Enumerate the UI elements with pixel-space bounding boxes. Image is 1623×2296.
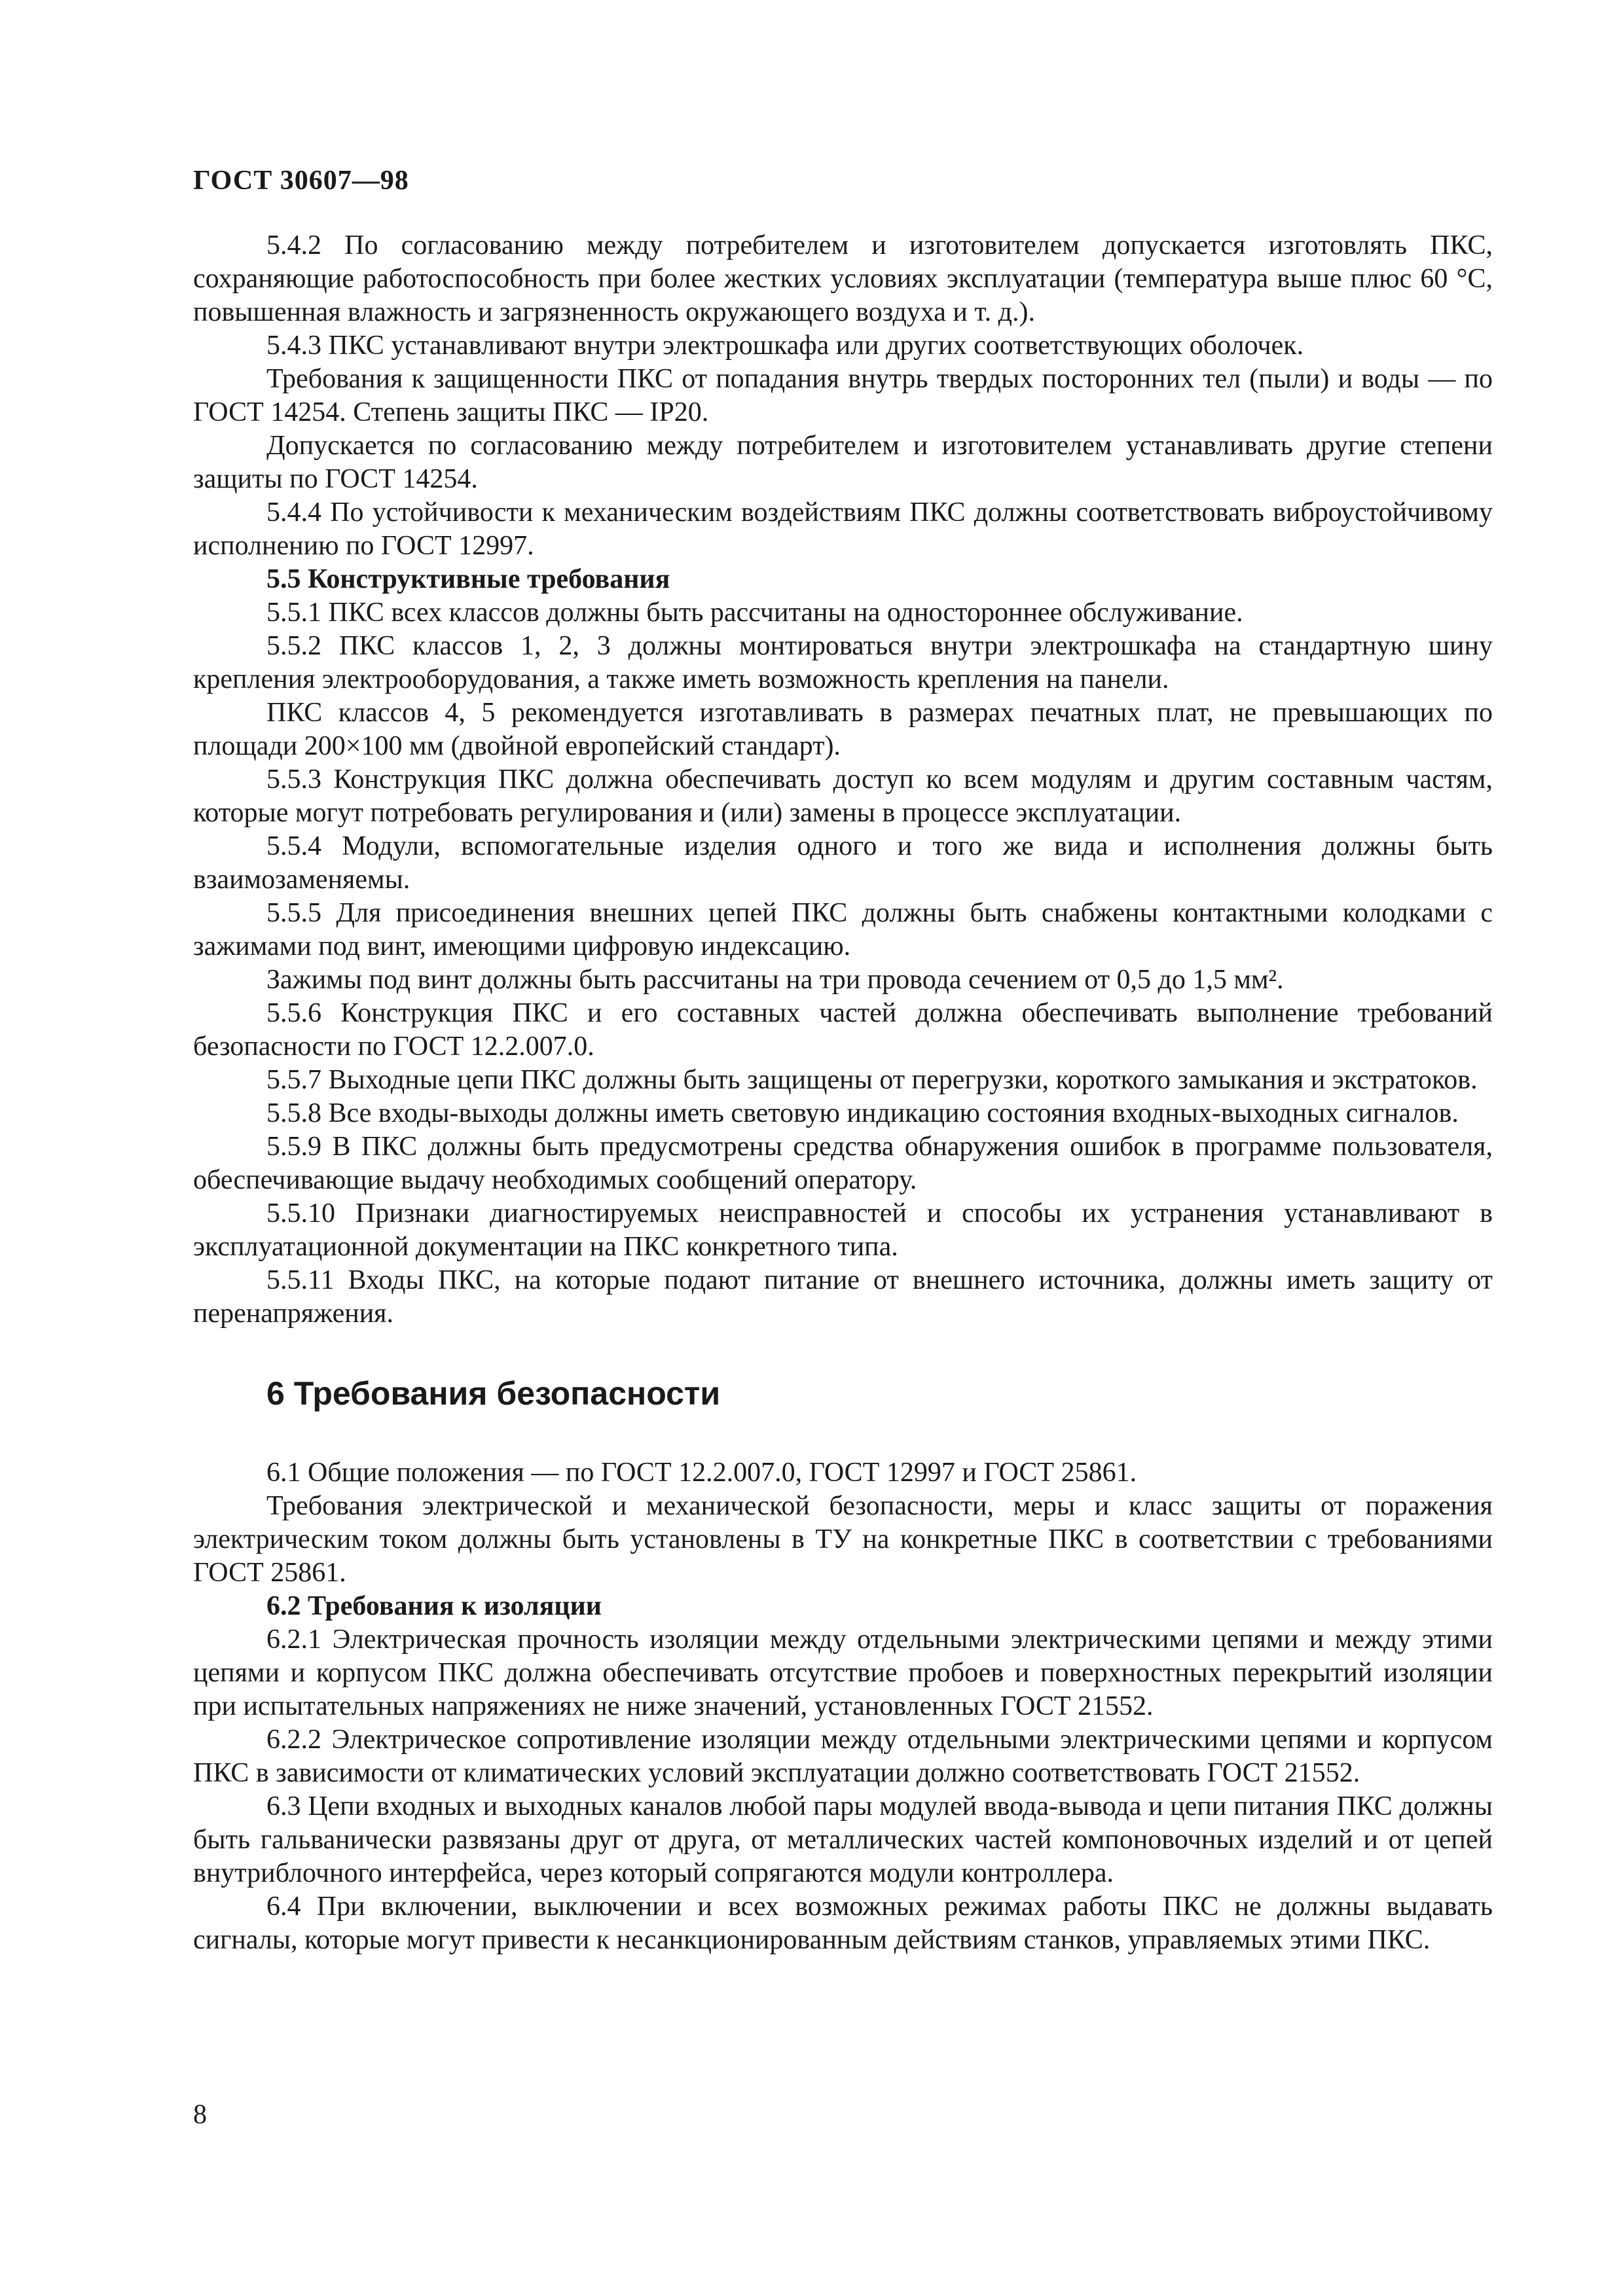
document-body xyxy=(193,229,1493,1957)
clause-5-4-4: 5.4.4 По устойчивости к механическим воздействиям ПКС должны соответствовать виброустойчивому исполнению по ГОСТ 12997. xyxy=(193,497,1493,561)
paragraph-safety-requirements: Требования электрической и механической безопасности, меры и класс защиты от поражения электрическим током должны быть установлены в ТУ на конкретные ПКС в соответствии с требованиями ГОСТ 25861. xyxy=(193,1491,1493,1588)
clause-5-5-2: 5.5.2 ПКС классов 1, 2, 3 должны монтироваться внутри электрошкафа на стандартную шину крепления электрооборудования, а также иметь возможность крепления на панели. xyxy=(193,631,1493,694)
section-6-title: 6 Требования безопасности xyxy=(266,1375,721,1412)
clause-6-4: 6.4 При включении, выключении и всех возможных режимах работы ПКС не должны выдавать сигналы, которые могут привести к несанкционированным действиям станков, управляемых этими ПКС. xyxy=(193,1892,1493,1955)
subsection-5-5-title: 5.5 Конструктивные требования xyxy=(266,564,670,594)
clause-5-5-7: 5.5.7 Выходные цепи ПКС должны быть защищены от перегрузки, короткого замыкания и экстратоков. xyxy=(266,1065,1478,1095)
clause-5-5-6: 5.5.6 Конструкция ПКС и его составных частей должна обеспечивать выполнение требований безопасности по ГОСТ 12.2.007.0. xyxy=(193,998,1493,1062)
clause-6-2-1: 6.2.1 Электрическая прочность изоляции между отдельными электрическими цепями и между этими цепями и корпусом ПКС должна обеспечивать отсутствие пробоев и поверхностных перекрытий изоляции при испытательных напряжениях не ниже значений, установленных ГОСТ 21552. xyxy=(193,1624,1493,1721)
page-number: 8 xyxy=(193,2100,207,2130)
clause-5-5-11: 5.5.11 Входы ПКС, на которые подают питание от внешнего источника, должны иметь защиту от перенапряжения. xyxy=(193,1265,1493,1329)
clause-5-5-8: 5.5.8 Все входы-выходы должны иметь световую индикацию состояния входных-выходных сигналов. xyxy=(266,1098,1459,1128)
clause-5-5-3: 5.5.3 Конструкция ПКС должна обеспечивать доступ ко всем модулям и другим составным частям, которые могут потребовать регулирования и (или) замены в процессе эксплуатации. xyxy=(193,764,1493,828)
clause-5-4-2: 5.4.2 По согласованию между потребителем и изготовителем допускается изготовлять ПКС, сохраняющие работоспособность при более жестких условиях эксплуатации (температура выше плюс 60 °С, повышенная влажность и загрязненность окружающего воздуха и т. д.). xyxy=(193,230,1493,327)
clause-5-4-3: 5.4.3 ПКС устанавливают внутри электрошкафа или других соответствующих оболочек. xyxy=(266,331,1304,361)
document-header: ГОСТ 30607—98 xyxy=(193,166,409,196)
paragraph-other-protection-degrees: Допускается по согласованию между потребителем и изготовителем устанавливать другие степени защиты по ГОСТ 14254. xyxy=(193,431,1493,494)
clause-5-5-5: 5.5.5 Для присоединения внешних цепей ПКС должны быть снабжены контактными колодками с зажимами под винт, имеющими цифровую индексацию. xyxy=(193,898,1493,961)
clause-5-5-10: 5.5.10 Признаки диагностируемых неисправностей и способы их устранения устанавливают в эксплуатационной документации на ПКС конкретного типа. xyxy=(193,1198,1493,1262)
clause-6-1: 6.1 Общие положения — по ГОСТ 12.2.007.0, ГОСТ 12997 и ГОСТ 25861. xyxy=(266,1458,1137,1488)
subsection-6-2-title: 6.2 Требования к изоляции xyxy=(266,1591,602,1621)
paragraph-protection-requirements: Требования к защищенности ПКС от попадания внутрь твердых посторонних тел (пыли) и воды — по ГОСТ 14254. Степень защиты ПКС — IP20. xyxy=(193,364,1493,427)
clause-5-5-9: 5.5.9 В ПКС должны быть предусмотрены средства обнаружения ошибок в программе пользователя, обеспечивающие выдачу необходимых сообщений оператору. xyxy=(193,1132,1493,1195)
clause-5-5-4: 5.5.4 Модули, вспомогательные изделия одного и того же вида и исполнения должны быть взаимозаменяемы. xyxy=(193,831,1493,895)
paragraph-screw-clamps: Зажимы под винт должны быть рассчитаны на три провода сечением от 0,5 до 1,5 мм². xyxy=(266,965,1284,995)
paragraph-classes-4-5: ПКС классов 4, 5 рекомендуется изготавливать в размерах печатных плат, не превышающих по площади 200×100 мм (двойной европейский стандарт). xyxy=(193,698,1493,761)
clause-6-2-2: 6.2.2 Электрическое сопротивление изоляции между отдельными электрическими цепями и корпусом ПКС в зависимости от климатических условий эксплуатации должно соответствовать ГОСТ 21552. xyxy=(193,1725,1493,1788)
clause-5-5-1: 5.5.1 ПКС всех классов должны быть рассчитаны на одностороннее обслуживание. xyxy=(266,598,1243,628)
clause-6-3: 6.3 Цепи входных и выходных каналов любой пары модулей ввода-вывода и цепи питания ПКС должны быть гальванически развязаны друг от друга, от металлических частей компоновочных изделий и от цепей внутриблочного интерфейса, через который сопрягаются модули контроллера. xyxy=(193,1791,1493,1888)
